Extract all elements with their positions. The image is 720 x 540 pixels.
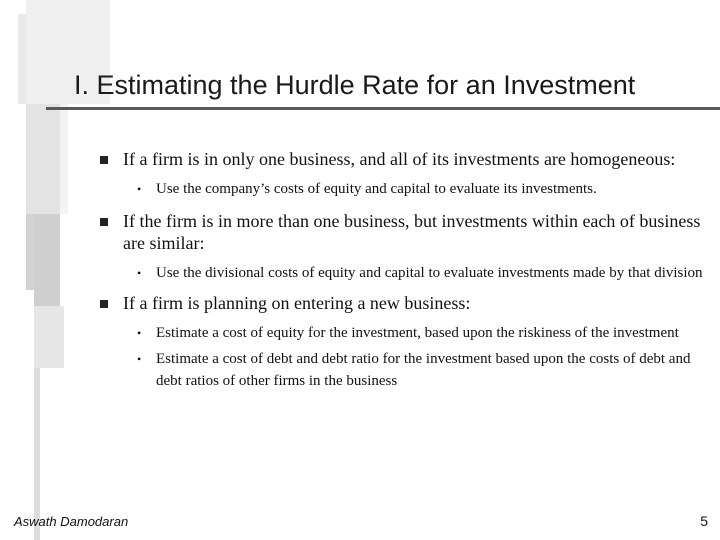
sub-bullet-list bbox=[123, 322, 706, 392]
bullet-text: If the firm is in more than one business, but investments within each of business are similar: bbox=[123, 211, 701, 253]
sub-bullet-list bbox=[123, 178, 706, 200]
footer-author: Aswath Damodaran bbox=[14, 514, 129, 529]
sub-bullet-item bbox=[123, 322, 706, 344]
page-number: 5 bbox=[700, 513, 708, 529]
sub-bullet-text: Estimate a cost of debt and debt ratio for the investment based upon the costs of debt and debt ratios of other firms in the business bbox=[156, 351, 691, 389]
bullet-text: If a firm is planning on entering a new business: bbox=[123, 293, 471, 313]
title-divider bbox=[46, 107, 720, 110]
square-bullet-icon bbox=[100, 300, 108, 308]
sub-bullet-item bbox=[123, 262, 706, 284]
sub-bullet-text: Estimate a cost of equity for the investment, based upon the riskiness of the investment bbox=[156, 325, 679, 341]
dot-bullet-icon: • bbox=[137, 182, 142, 196]
dot-bullet-icon: • bbox=[137, 326, 142, 340]
sub-bullet-list bbox=[123, 262, 706, 284]
slide-title: I. Estimating the Hurdle Rate for an Investment bbox=[74, 70, 636, 100]
sub-bullet-item bbox=[123, 348, 706, 392]
bullet-item bbox=[96, 148, 706, 200]
dot-bullet-icon: • bbox=[137, 266, 142, 280]
square-bullet-icon bbox=[100, 156, 108, 164]
decorative-block bbox=[60, 104, 68, 214]
dot-bullet-icon: • bbox=[137, 352, 142, 366]
sub-bullet-text: Use the divisional costs of equity and capital to evaluate investments made by that division bbox=[156, 265, 703, 281]
decorative-block bbox=[26, 214, 34, 290]
decorative-block bbox=[34, 214, 60, 306]
square-bullet-icon bbox=[100, 218, 108, 226]
decorative-block bbox=[34, 306, 64, 368]
bullet-item bbox=[96, 210, 706, 284]
bullet-item bbox=[96, 292, 706, 392]
slide-content bbox=[96, 148, 706, 396]
sub-bullet-text: Use the company’s costs of equity and capital to evaluate its investments. bbox=[156, 181, 597, 197]
decorative-block bbox=[18, 14, 26, 104]
decorative-block bbox=[26, 104, 60, 214]
sub-bullet-item bbox=[123, 178, 706, 200]
bullet-text: If a firm is in only one business, and all of its investments are homogeneous: bbox=[123, 149, 676, 169]
